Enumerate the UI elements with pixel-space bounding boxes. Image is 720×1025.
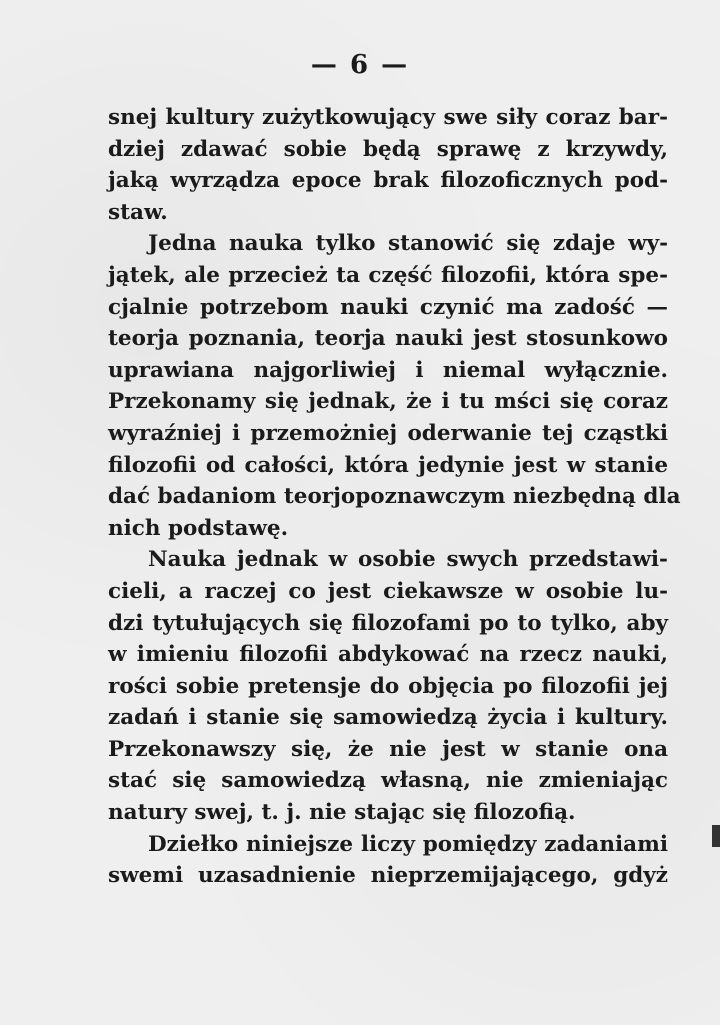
text-line: filozofii od całości, która jedynie jest w stanie [108,452,668,478]
text-line: cieli, a raczej co jest ciekawsze w osobie lu- [108,578,668,604]
text-line: natury swej, t. j. nie stając się filozofią. [108,800,576,826]
text-line: nich podstawę. [108,515,289,541]
text-line: Przekonawszy się, że nie jest w stanie ona [108,736,668,762]
text-line: Przekonamy się jednak, że i tu mści się coraz [108,389,668,415]
page-number: — 6 — [310,50,410,80]
body-text [108,102,681,892]
text-line: swemi uzasadnienie nieprzemijającego, gdyż [108,863,668,889]
text-line: dziej zdawać sobie będą sprawę z krzywdy, [108,136,668,162]
text-line: dać badaniom teorjopoznawczym niezbędną dla [108,484,681,510]
text-line: Nauka jednak w osobie swych przedstawi- [148,547,668,573]
edge-mark [712,825,720,847]
text-line: uprawiana najgorliwiej i niemal wyłącznie. [108,357,668,383]
text-line: wyraźniej i przemożniej oderwanie tej cząstki [108,420,668,446]
text-line: dzi tytułujących się filozofami po to tylko, aby [108,610,668,636]
text-line: Jedna nauka tylko stanowić się zdaje wy- [148,231,668,257]
text-line: jątek, ale przecież ta część filozofii, która spe- [108,262,668,288]
text-line: cjalnie potrzebom nauki czynić ma zadość — [108,294,668,320]
text-line: Dziełko niniejsze liczy pomiędzy zadaniami [148,831,668,857]
text-line: teorja poznania, teorja nauki jest stosunkowo [108,326,668,352]
text-line: rości sobie pretensje do objęcia po filozofii jej [108,673,668,699]
text-line: snej kultury zużytkowujący swe siły coraz bar- [108,105,668,130]
text-line: stać się samowiedzą własną, nie zmieniając [108,768,668,794]
text-line: staw. [108,199,168,225]
text-line: jaką wyrządza epoce brak filozoficznych pod- [108,168,668,194]
text-line: w imieniu filozofii abdykować na rzecz nauki, [108,642,668,668]
text-line: zadań i stanie się samowiedzą życia i kultury. [108,705,668,731]
